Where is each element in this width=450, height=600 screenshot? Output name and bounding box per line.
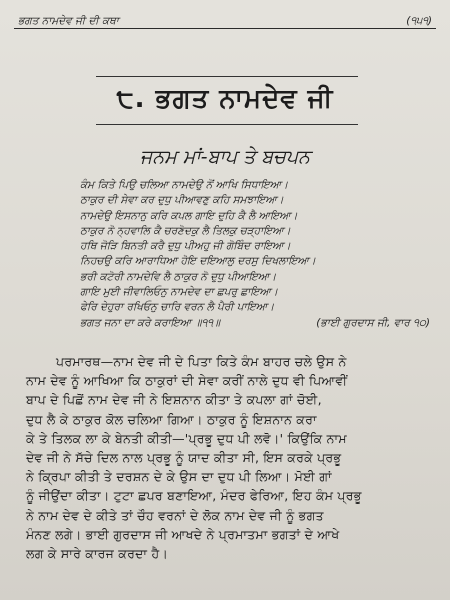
prose-line: ਨੇ ਨਾਮ ਦੇਵ ਦੇ ਕੀਤੇ ਤਾਂ ਚੌਹ ਵਰਨਾਂ ਦੇ ਲੋਕ ਨਾਮ ਦੇਵ ਜੀ ਨੂੰ ਭਗਤ bbox=[26, 507, 324, 523]
poem-last-line: ਭਗਤ ਜਨਾ ਦਾ ਕਰੇ ਕਰਾਇਆ ॥੧੧॥ bbox=[80, 316, 220, 329]
poem-block bbox=[80, 178, 430, 331]
page-header bbox=[18, 8, 432, 28]
poem-line: ਨਿਹਚਉ ਕਰਿ ਆਰਾਧਿਆ ਹੋਇ ਦਇਆਲੁ ਦਰਸੁ ਦਿਖਲਾਇਆ। bbox=[80, 255, 316, 268]
prose-line: ਕੇ ਤੇ ਤਿਲਕ ਲਾ ਕੇ ਬੇਨਤੀ ਕੀਤੀ—'ਪ੍ਰਭੂ ਦੁਧ ਪੀ ਲਵੋ।' ਕਿਉਂਕਿ ਨਾਮ bbox=[26, 430, 347, 446]
prose-line: ਦੇਵ ਜੀ ਨੇ ਸੱਚੇ ਦਿਲ ਨਾਲ ਪ੍ਰਭੂ ਨੂੰ ਯਾਦ ਕੀਤਾ ਸੀ, ਇਸ ਕਰਕੇ ਪ੍ਰਭੂ bbox=[26, 450, 342, 466]
prose-line: ਪਰਮਾਰਥ—ਨਾਮ ਦੇਵ ਜੀ ਦੇ ਪਿਤਾ ਕਿਤੇ ਕੰਮ ਬਾਹਰ ਚਲੇ ਉਸ ਨੇ bbox=[56, 354, 347, 369]
prose-line: ਨਾਮ ਦੇਵ ਨੂੰ ਆਖਿਆ ਕਿ ਠਾਕੁਰਾਂ ਦੀ ਸੇਵਾ ਕਰੀਂ ਨਾਲੇ ਦੁਧ ਵੀ ਪਿਆਵੀਂ bbox=[26, 373, 348, 389]
chapter-title: ੮. ਭਗਤ ਨਾਮਦੇਵ ਜੀ bbox=[116, 84, 334, 114]
poem-line: ਭਰੀ ਕਟੋਰੀ ਨਾਮਦੇਵਿ ਲੈ ਠਾਕੁਰ ਨੋ ਦੁਧੁ ਪੀਆਇਆ। bbox=[80, 270, 277, 283]
poem-citation: (ਭਾਈ ਗੁਰਦਾਸ ਜੀ, ਵਾਰ ੧੦) bbox=[316, 316, 430, 329]
prose-line: ਨੂੰ ਜੀਉਂਦਾ ਕੀਤਾ। ਟੁਟਾ ਛਪਰ ਬਣਾਇਆ, ਮੰਦਰ ਫੇਰਿਆ, ਇਹ ਕੰਮ ਪ੍ਰਭੂ bbox=[26, 488, 362, 504]
prose-line: ਬਾਪ ਦੇ ਪਿਛੋਂ ਨਾਮ ਦੇਵ ਜੀ ਨੇ ਇਸ਼ਨਾਨ ਕੀਤਾ ਤੇ ਕਪਲਾ ਗਾਂ ਚੋਈ, bbox=[26, 392, 322, 408]
prose-line: ਲਗ ਕੇ ਸਾਰੇ ਕਾਰਜ ਕਰਦਾ ਹੈ। bbox=[26, 546, 169, 562]
prose-line: ਮੰਨਣ ਲਗੇ। ਭਾਈ ਗੁਰਦਾਸ ਜੀ ਆਖਦੇ ਨੇ ਪ੍ਰਮਾਤਮਾ ਭਗਤਾਂ ਦੇ ਆਖੇ bbox=[26, 526, 340, 542]
prose-block bbox=[26, 352, 430, 563]
poem-line: ਨਾਮਦੇਉ ਇਸਨਾਨੁ ਕਰਿ ਕਪਲ ਗਾਇ ਦੁਹਿ ਕੈ ਲੈ ਆਇਆ। bbox=[80, 209, 298, 222]
running-title: ਭਗਤ ਨਾਮਦੇਵ ਜੀ ਦੀ ਕਥਾ bbox=[18, 15, 119, 27]
poem-line: ਫੇਰਿ ਦੇਹੁਰਾ ਰਖਿਓਨੁ ਚਾਰਿ ਵਰਨ ਲੈ ਪੈਰੀ ਪਾਇਆ। bbox=[80, 301, 275, 314]
poem-line: ਹਥਿ ਜੋੜਿ ਬਿਨਤੀ ਕਰੈ ਦੁਧੁ ਪੀਅਹੁ ਜੀ ਗੋਬਿੰਦ ਰਾਇਆ। bbox=[80, 240, 291, 253]
chapter-subtitle: ਜਨਮ ਮਾਂ-ਬਾਪ ਤੇ ਬਚਪਨ bbox=[139, 146, 311, 168]
poem-line: ਠਾਕੁਰ ਨੋ ਨ੍ਹਵਾਲਿ ਕੈ ਚਰਣੋਦਕੁ ਲੈ ਤਿਲਕੁ ਚੜ੍ਹਾਇਆ। bbox=[80, 224, 291, 237]
poem-line: ਠਾਕੁਰ ਦੀ ਸੇਵਾ ਕਰ ਦੁਧੁ ਪੀਆਵਣੁ ਕਹਿ ਸਮਝਾਇਆ। bbox=[80, 194, 284, 207]
title-top-rule bbox=[96, 76, 358, 77]
page-number: (੧੫੧) bbox=[406, 15, 432, 27]
prose-line: ਨੇ ਕ੍ਰਿਪਾ ਕੀਤੀ ਤੇ ਦਰਸ਼ਨ ਦੇ ਕੇ ਉਸ ਦਾ ਦੁਧ ਪੀ ਲਿਆ। ਮੋਈ ਗਾਂ bbox=[26, 469, 332, 485]
prose-line: ਦੁਧ ਲੈ ਕੇ ਠਾਕੁਰ ਕੋਲ ਚਲਿਆ ਗਿਆ। ਠਾਕੁਰ ਨੂੰ ਇਸ਼ਨਾਨ ਕਰਾ bbox=[26, 411, 317, 427]
header-rule bbox=[14, 28, 436, 29]
poem-last-row bbox=[80, 316, 430, 331]
title-bottom-rule bbox=[96, 124, 358, 125]
poem-line: ਕੰਮ ਕਿਤੇ ਪਿਉ ਚਲਿਆ ਨਾਮਦੇਉ ਨੋਂ ਆਖਿ ਸਿਧਾਇਆ। bbox=[80, 179, 289, 191]
poem-line: ਗਾਇ ਮੁਈ ਜੀਵਾਲਿਓਨੁ ਨਾਮਦੇਵ ਦਾ ਛਪਰੁ ਛਾਇਆ। bbox=[80, 286, 278, 299]
